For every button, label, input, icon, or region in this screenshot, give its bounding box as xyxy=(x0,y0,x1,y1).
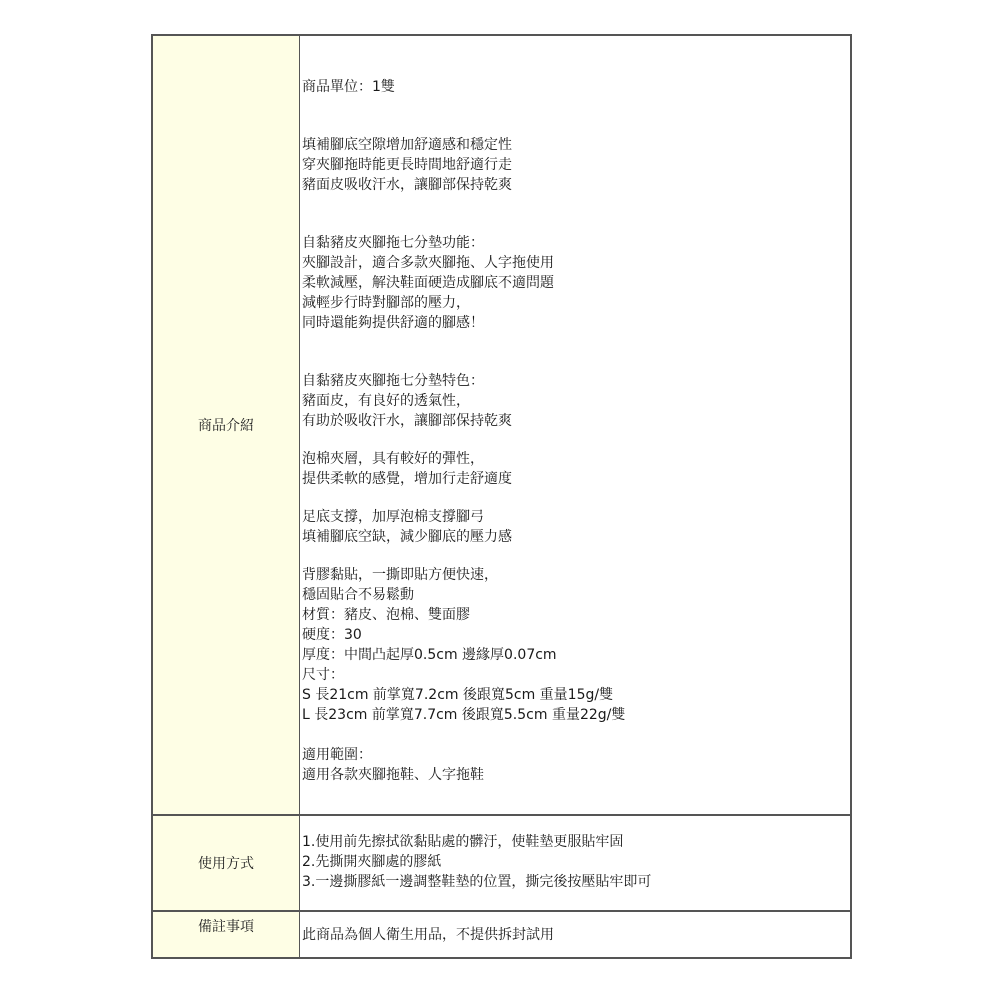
intro-content-cell xyxy=(300,36,850,814)
usage-step: 3.一邊撕膠紙一邊調整鞋墊的位置，撕完後按壓貼牢即可 xyxy=(302,874,652,890)
notes-label-cell xyxy=(153,910,300,957)
function-line: 減輕步行時對腳部的壓力， xyxy=(302,295,470,311)
intro-label-cell xyxy=(153,36,300,814)
function-title: 自黏豬皮夾腳拖七分墊功能： xyxy=(302,235,484,251)
scope-line: 適用各款夾腳拖鞋、人字拖鞋 xyxy=(302,767,484,783)
notes-text: 此商品為個人衛生用品，不提供拆封試用 xyxy=(302,927,554,943)
feature-line: 豬面皮，有良好的透氣性， xyxy=(302,393,470,409)
scope-title: 適用範圍： xyxy=(302,747,372,763)
notes-content-cell xyxy=(300,910,850,957)
size-title: 尺寸： xyxy=(302,667,344,683)
benefits-block xyxy=(302,135,850,195)
feature-block xyxy=(302,371,850,785)
spec-line: 背膠黏貼，一撕即貼方便快速， xyxy=(302,567,498,583)
usage-step: 1.使用前先擦拭欲黏貼處的髒汙，使鞋墊更服貼牢固 xyxy=(302,834,624,850)
benefit-line: 填補腳底空隙增加舒適感和穩定性 xyxy=(302,137,512,153)
benefit-line: 豬面皮吸收汗水，讓腳部保持乾爽 xyxy=(302,177,512,193)
usage-label-cell xyxy=(153,814,300,910)
function-line: 柔軟減壓，解決鞋面硬造成腳底不適問題 xyxy=(302,275,554,291)
feature-line: 提供柔軟的感覺，增加行走舒適度 xyxy=(302,471,512,487)
feature-line: 足底支撐，加厚泡棉支撐腳弓 xyxy=(302,509,484,525)
product-spec-table xyxy=(151,34,852,959)
thickness-line: 厚度：中間凸起厚0.5cm 邊緣厚0.07cm xyxy=(302,647,557,663)
feature-title: 自黏豬皮夾腳拖七分墊特色： xyxy=(302,373,484,389)
size-l-line: L 長23cm 前掌寬7.7cm 後跟寬5.5cm 重量22g/雙 xyxy=(302,707,626,723)
feature-line: 有助於吸收汗水，讓腳部保持乾爽 xyxy=(302,413,512,429)
intro-label: 商品介紹 xyxy=(198,418,254,434)
product-unit-text: 商品單位：1雙 xyxy=(302,79,395,95)
function-line: 夾腳設計，適合多款夾腳拖、人字拖使用 xyxy=(302,255,554,271)
function-block xyxy=(302,233,850,333)
usage-label: 使用方式 xyxy=(198,856,254,872)
hardness-line: 硬度：30 xyxy=(302,627,362,643)
feature-line: 泡棉夾層，具有較好的彈性， xyxy=(302,451,484,467)
feature-line: 填補腳底空缺，減少腳底的壓力感 xyxy=(302,529,512,545)
notes-label: 備註事項 xyxy=(198,919,254,935)
spec-line: 穩固貼合不易鬆動 xyxy=(302,587,414,603)
function-line: 同時還能夠提供舒適的腳感！ xyxy=(302,315,484,331)
size-s-line: S 長21cm 前掌寬7.2cm 後跟寬5cm 重量15g/雙 xyxy=(302,687,614,703)
benefit-line: 穿夾腳拖時能更長時間地舒適行走 xyxy=(302,157,512,173)
material-line: 材質：豬皮、泡棉、雙面膠 xyxy=(302,607,470,623)
usage-step: 2.先撕開夾腳處的膠紙 xyxy=(302,854,442,870)
usage-content-cell xyxy=(300,814,850,910)
